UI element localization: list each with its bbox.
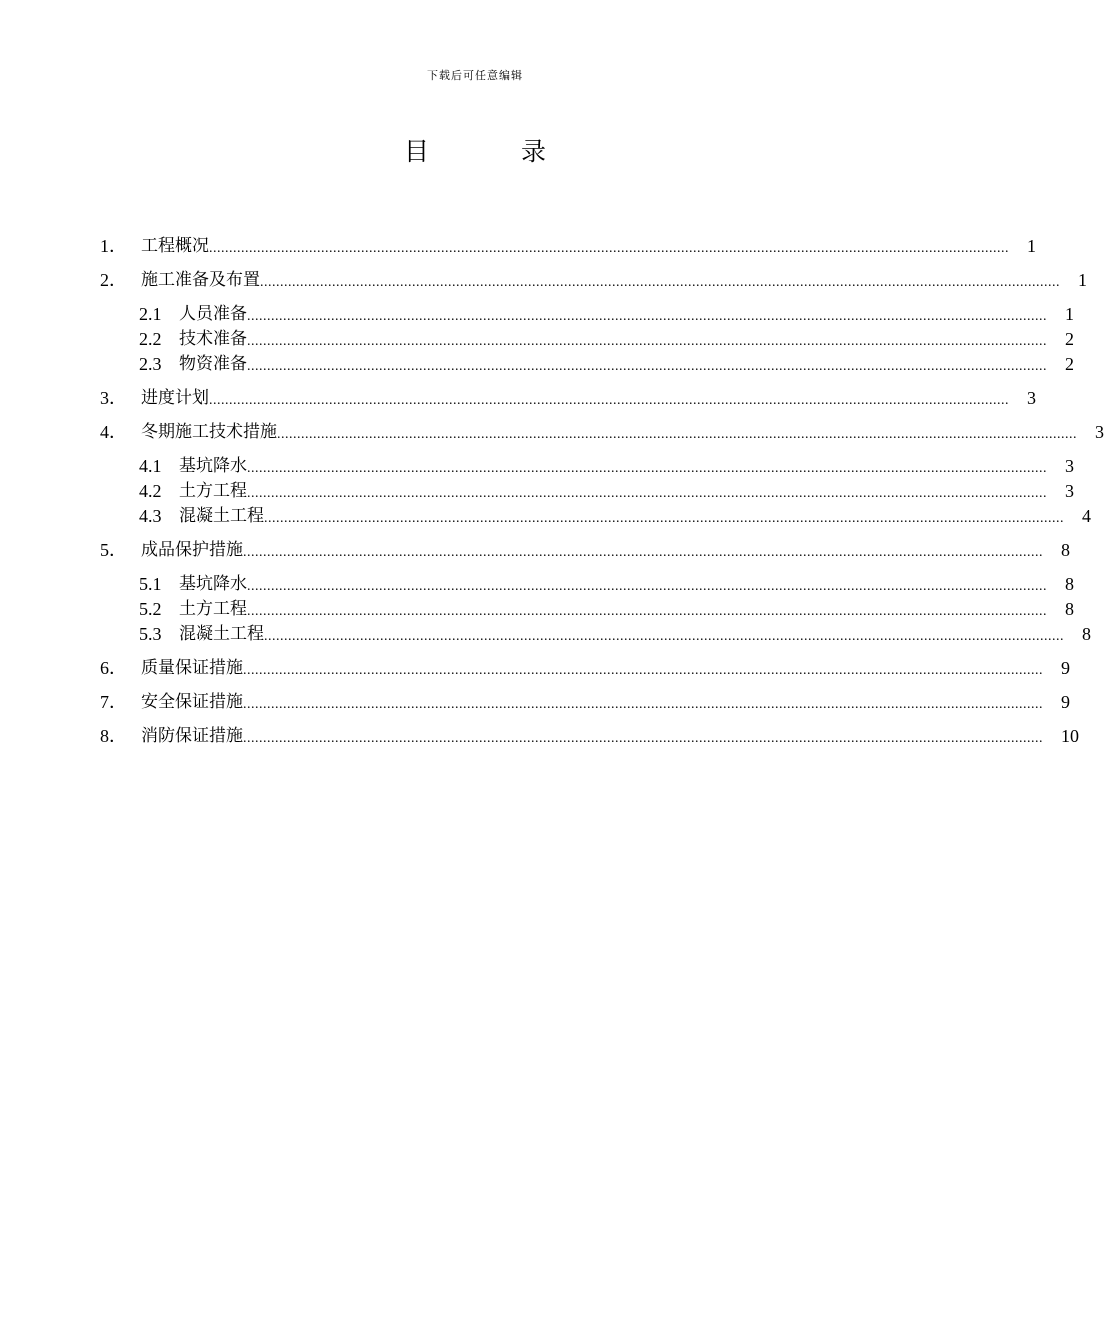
toc-entry-page: 2 <box>1065 329 1074 349</box>
dot-leader: ........................................................................................................................................................................................................ <box>243 545 1043 560</box>
toc-entry-page: 9 <box>1061 692 1070 712</box>
toc-subentry[interactable] <box>100 327 1074 352</box>
dot-leader: ........................................................................................................................................................................................................ <box>264 511 1064 526</box>
toc-title-char-1: 目 <box>403 137 429 166</box>
toc-entry-page: 1 <box>1027 236 1036 256</box>
toc-entry-number: 4.1 <box>139 456 162 476</box>
toc-subentry[interactable] <box>100 302 1074 327</box>
toc-entry-number: 5.1 <box>139 574 162 594</box>
toc-entry-number: 1． <box>100 236 127 256</box>
toc-entry-number: 6． <box>100 658 127 678</box>
dot-leader: ........................................................................................................................................................................................................ <box>243 697 1043 712</box>
toc-entry-page: 2 <box>1065 354 1074 374</box>
table-of-contents <box>100 234 1104 749</box>
toc-entry-label: 混凝土工程 <box>179 624 264 644</box>
toc-entry-page: 10 <box>1061 726 1079 746</box>
dot-leader: ........................................................................................................................................................................................................ <box>243 731 1043 746</box>
dot-leader: ........................................................................................................................................................................................................ <box>247 309 1047 324</box>
toc-subentry[interactable] <box>100 352 1074 377</box>
toc-entry-page: 8 <box>1061 540 1070 560</box>
toc-entry-number: 7． <box>100 692 127 712</box>
toc-entry-number: 4． <box>100 422 127 442</box>
toc-entry-number: 5． <box>100 540 127 560</box>
toc-entry[interactable] <box>100 656 1070 681</box>
toc-entry-number: 5.3 <box>139 624 162 644</box>
toc-entry[interactable] <box>100 268 1087 293</box>
toc-entry-label: 施工准备及布置 <box>141 270 260 290</box>
toc-title-char-2: 录 <box>521 137 547 166</box>
toc-entry-label: 土方工程 <box>179 481 247 501</box>
toc-entry-number: 4.3 <box>139 506 162 526</box>
toc-entry-label: 进度计划 <box>141 388 209 408</box>
toc-entry-label: 工程概况 <box>141 236 209 256</box>
toc-entry-number: 8． <box>100 726 127 746</box>
toc-subentry[interactable] <box>100 454 1074 479</box>
toc-entry-label: 人员准备 <box>179 304 247 324</box>
dot-leader: ........................................................................................................................................................................................................ <box>209 393 1009 408</box>
toc-entry-number: 4.2 <box>139 481 162 501</box>
toc-entry-number: 2.2 <box>139 329 162 349</box>
dot-leader: ........................................................................................................................................................................................................ <box>247 486 1047 501</box>
dot-leader: ........................................................................................................................................................................................................ <box>264 629 1064 644</box>
toc-entry-number: 5.2 <box>139 599 162 619</box>
toc-entry-number: 2． <box>100 270 127 290</box>
dot-leader: ........................................................................................................................................................................................................ <box>247 334 1047 349</box>
dot-leader: ........................................................................................................................................................................................................ <box>247 359 1047 374</box>
toc-entry-label: 冬期施工技术措施 <box>141 422 277 442</box>
toc-entry-label: 基坑降水 <box>179 574 247 594</box>
toc-entry[interactable] <box>100 420 1104 445</box>
toc-entry-label: 技术准备 <box>179 329 247 349</box>
toc-entry-label: 土方工程 <box>179 599 247 619</box>
toc-entry-label: 混凝土工程 <box>179 506 264 526</box>
toc-entry[interactable] <box>100 234 1036 259</box>
toc-subentry[interactable] <box>100 504 1091 529</box>
toc-entry[interactable] <box>100 538 1070 563</box>
toc-entry-label: 质量保证措施 <box>141 658 243 678</box>
toc-entry-label: 基坑降水 <box>179 456 247 476</box>
toc-subentry[interactable] <box>100 572 1074 597</box>
dot-leader: ........................................................................................................................................................................................................ <box>247 461 1047 476</box>
toc-entry-page: 3 <box>1065 456 1074 476</box>
toc-subentry[interactable] <box>100 622 1091 647</box>
toc-entry-label: 成品保护措施 <box>141 540 243 560</box>
toc-entry-page: 3 <box>1095 422 1104 442</box>
dot-leader: ........................................................................................................................................................................................................ <box>260 275 1060 290</box>
toc-entry-page: 3 <box>1027 388 1036 408</box>
toc-entry-page: 1 <box>1078 270 1087 290</box>
toc-entry-page: 8 <box>1065 599 1074 619</box>
dot-leader: ........................................................................................................................................................................................................ <box>243 663 1043 678</box>
dot-leader: ........................................................................................................................................................................................................ <box>247 604 1047 619</box>
toc-entry-number: 3． <box>100 388 127 408</box>
toc-title <box>0 132 950 168</box>
dot-leader: ........................................................................................................................................................................................................ <box>209 241 1009 256</box>
toc-entry[interactable] <box>100 724 1079 749</box>
header-note: 下载后可任意编辑 <box>427 69 523 82</box>
toc-entry-page: 4 <box>1082 506 1091 526</box>
toc-subentry[interactable] <box>100 479 1074 504</box>
toc-entry-page: 1 <box>1065 304 1074 324</box>
dot-leader: ........................................................................................................................................................................................................ <box>277 427 1077 442</box>
dot-leader: ........................................................................................................................................................................................................ <box>247 579 1047 594</box>
toc-entry-label: 消防保证措施 <box>141 726 243 746</box>
toc-entry-page: 8 <box>1065 574 1074 594</box>
toc-entry-page: 3 <box>1065 481 1074 501</box>
toc-entry-label: 物资准备 <box>179 354 247 374</box>
toc-entry[interactable] <box>100 690 1070 715</box>
toc-entry-number: 2.3 <box>139 354 162 374</box>
toc-entry[interactable] <box>100 386 1036 411</box>
toc-entry-label: 安全保证措施 <box>141 692 243 712</box>
toc-entry-number: 2.1 <box>139 304 162 324</box>
toc-entry-page: 9 <box>1061 658 1070 678</box>
toc-subentry[interactable] <box>100 597 1074 622</box>
toc-entry-page: 8 <box>1082 624 1091 644</box>
